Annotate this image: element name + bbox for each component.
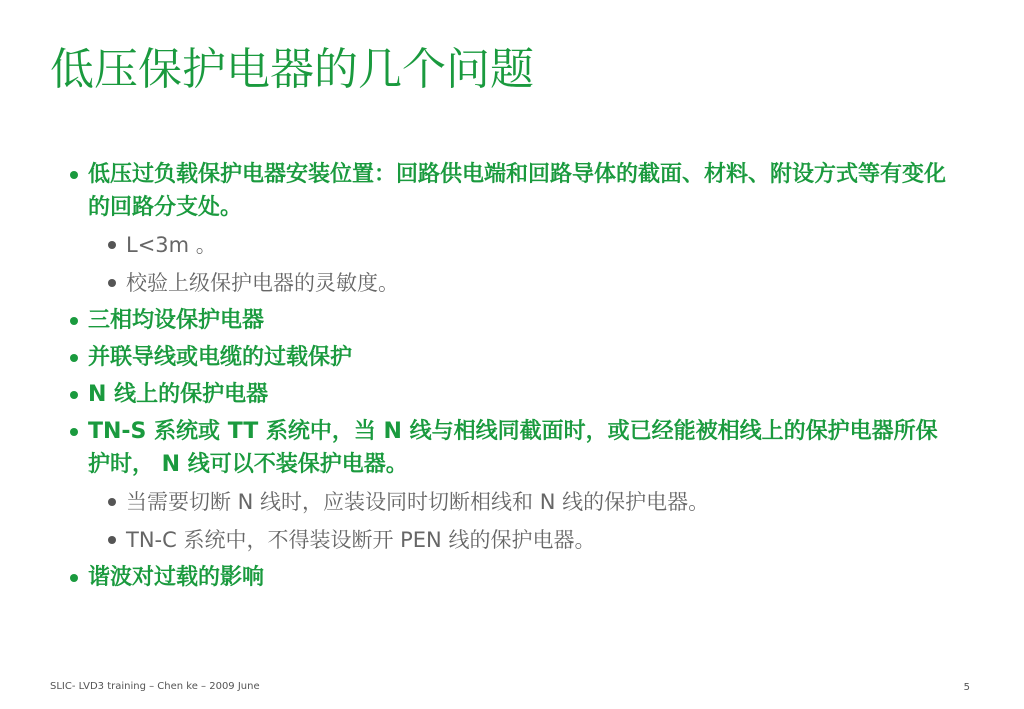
bullet-text: 并联导线或电缆的过载保护 xyxy=(88,345,353,370)
sub-bullet-item xyxy=(108,523,950,557)
bullet-text: 低压过负载保护电器安装位置：回路供电端和回路导体的截面、材料、附设方式等有变化的回路分支处。 xyxy=(88,162,947,220)
bullet-dot-icon xyxy=(108,279,116,287)
sub-bullet-text: TN-C 系统中，不得装设断开 PEN 线的保护电器。 xyxy=(126,528,596,552)
sub-bullet-item xyxy=(108,485,950,519)
bullet-dot-icon xyxy=(108,536,116,544)
sub-bullet-item xyxy=(108,228,950,262)
bullet-dot-icon xyxy=(108,241,116,249)
bullet-item xyxy=(70,415,950,481)
sub-bullet-text: 当需要切断 N 线时，应装设同时切断相线和 N 线的保护电器。 xyxy=(126,490,710,514)
bullet-text: 谐波对过载的影响 xyxy=(88,565,265,590)
bullet-item xyxy=(70,378,950,411)
bullet-text: N 线上的保护电器 xyxy=(88,382,269,407)
sub-bullet-text: L<3m 。 xyxy=(126,233,217,257)
bullet-text: 三相均设保护电器 xyxy=(88,308,265,333)
bullet-dot-icon xyxy=(70,317,78,325)
sub-bullet-text: 校验上级保护电器的灵敏度。 xyxy=(126,271,399,295)
bullet-dot-icon xyxy=(108,498,116,506)
bullet-dot-icon xyxy=(70,391,78,399)
bullet-item xyxy=(70,158,950,224)
bullet-item xyxy=(70,304,950,337)
sub-bullet-item xyxy=(108,266,950,300)
bullet-dot-icon xyxy=(70,574,78,582)
bullet-list xyxy=(70,158,950,598)
footer-text: SLIC- LVD3 training – Chen ke – 2009 June xyxy=(50,681,260,692)
bullet-dot-icon xyxy=(70,354,78,362)
bullet-dot-icon xyxy=(70,428,78,436)
bullet-item xyxy=(70,561,950,594)
page-number: 5 xyxy=(963,682,970,693)
bullet-dot-icon xyxy=(70,171,78,179)
slide-title: 低压保护电器的几个问题 xyxy=(50,44,534,95)
bullet-text: TN-S 系统或 TT 系统中，当 N 线与相线同截面时，或已经能被相线上的保护电器所保护时， N 线可以不装保护电器。 xyxy=(88,419,938,477)
bullet-item xyxy=(70,341,950,374)
